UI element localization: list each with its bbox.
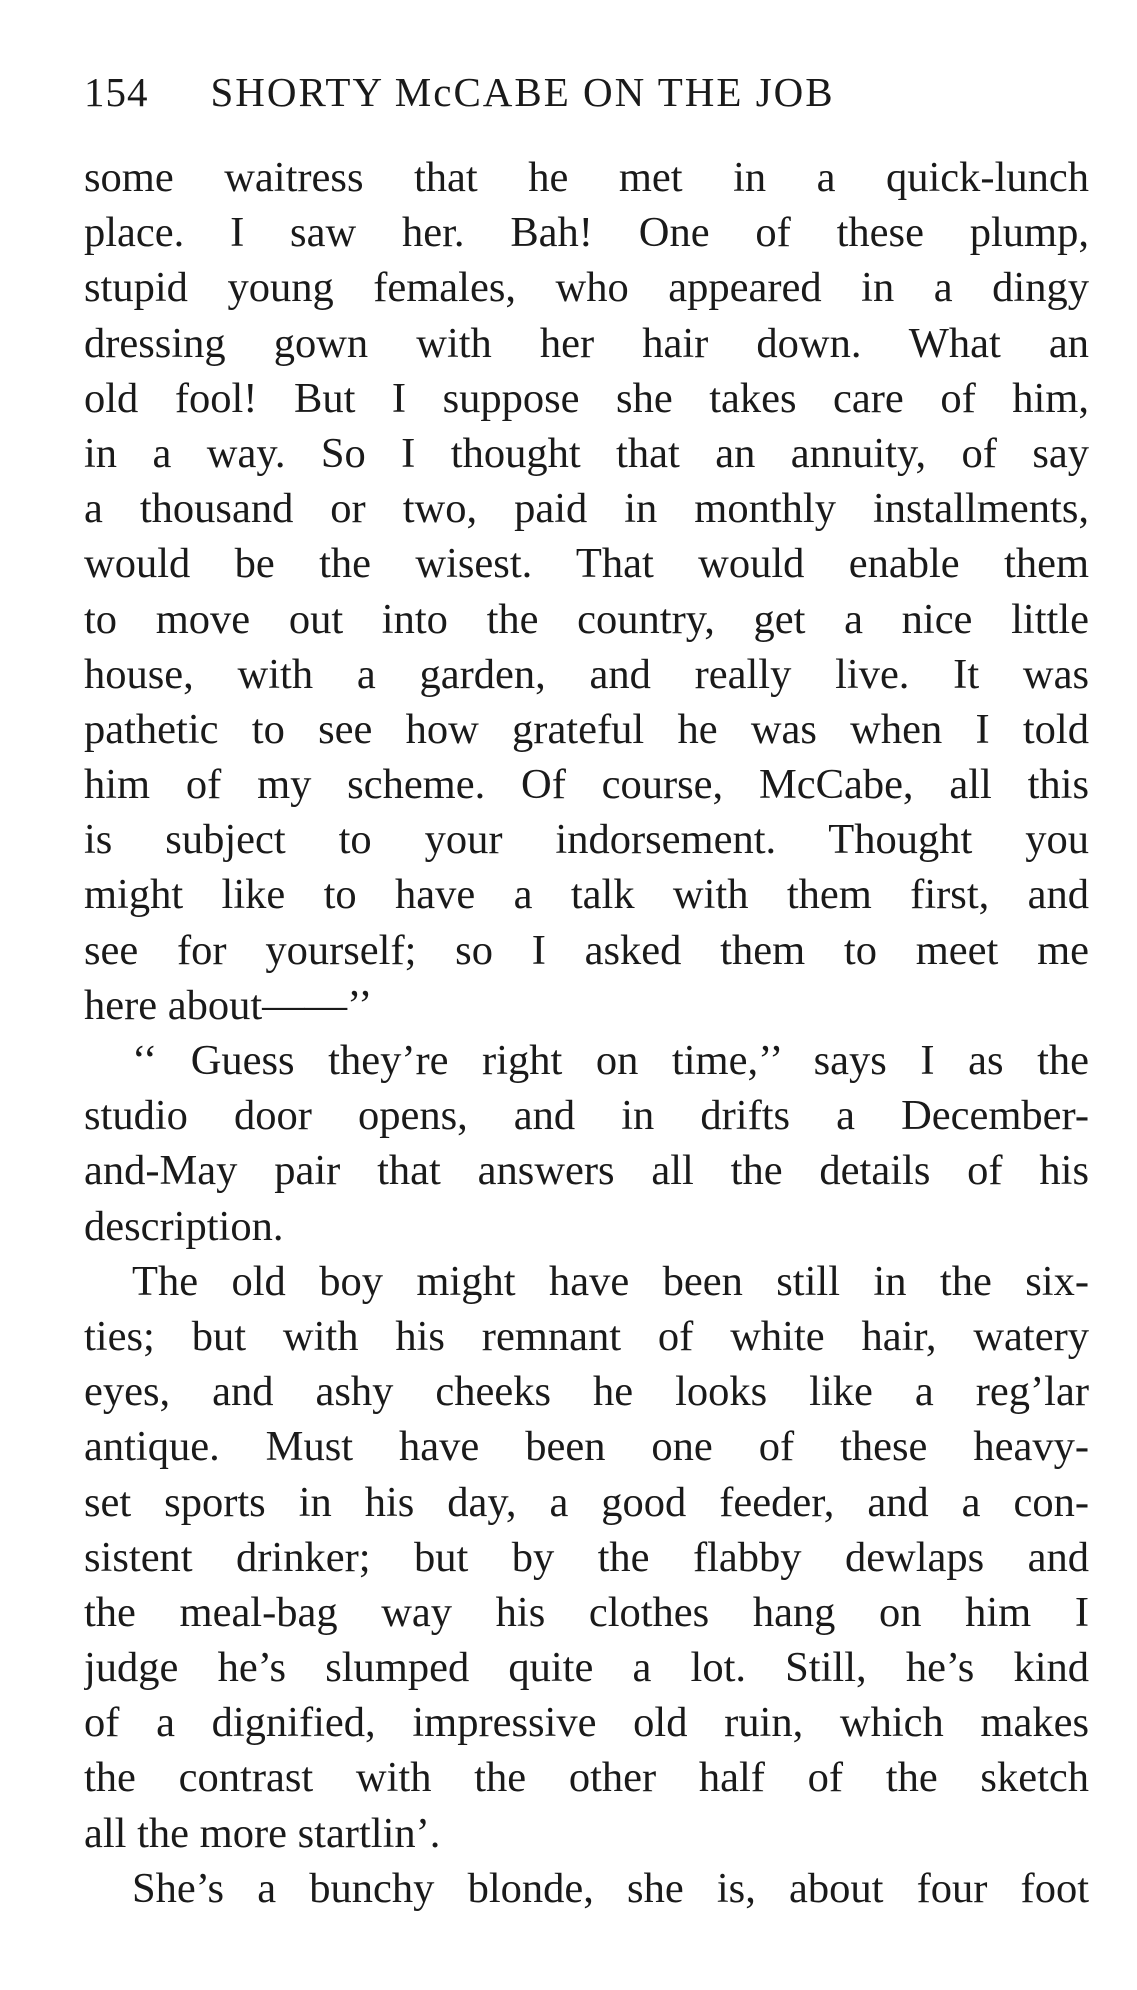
text-line: sistent drinker; but by the flabby dewlaps and	[84, 1533, 1089, 1581]
text-line: eyes, and ashy cheeks he looks like a reg’lar	[84, 1368, 1089, 1416]
text-line: dressing gown with her hair down. What an	[84, 319, 1089, 367]
text-line: place. I saw her. Bah! One of these plump,	[84, 209, 1089, 257]
paragraph-4	[84, 1861, 1089, 1916]
text-line: in a way. So I thought that an annuity, of say	[84, 429, 1089, 477]
paragraph-1	[84, 150, 1089, 1033]
body-text	[84, 150, 1089, 1916]
text-line: studio door opens, and in drifts a December-	[84, 1092, 1089, 1140]
text-line: would be the wisest. That would enable them	[84, 540, 1089, 588]
text-line: antique. Must have been one of these heavy-	[84, 1423, 1089, 1471]
text-line: and-May pair that answers all the details of his	[84, 1147, 1089, 1195]
text-line: description.	[84, 1202, 284, 1250]
running-head	[84, 68, 1089, 128]
text-line: She’s a bunchy blonde, she is, about four foot	[132, 1864, 1089, 1912]
text-line: ‘‘ Guess they’re right on time,’’ says I as the	[132, 1037, 1089, 1084]
text-line: some waitress that he met in a quick-lunch	[84, 154, 1089, 201]
text-line: old fool! But I suppose she takes care of him,	[84, 374, 1089, 422]
paragraph-2	[84, 1033, 1089, 1254]
text-line: house, with a garden, and really live. It was	[84, 650, 1089, 698]
text-line: see for yourself; so I asked them to meet me	[84, 926, 1089, 974]
text-line: the meal-bag way his clothes hang on him I	[84, 1588, 1089, 1636]
text-line: a thousand or two, paid in monthly installments,	[84, 485, 1089, 533]
book-page	[84, 68, 1089, 1916]
text-line: pathetic to see how grateful he was when I told	[84, 705, 1089, 753]
text-line: might like to have a talk with them first, and	[84, 871, 1089, 919]
text-line: is subject to your indorsement. Thought you	[84, 816, 1089, 864]
text-line: all the more startlin’.	[84, 1809, 441, 1857]
text-line: judge he’s slumped quite a lot. Still, he’s kind	[84, 1644, 1089, 1692]
running-title: SHORTY McCABE ON THE JOB	[210, 69, 835, 115]
text-line: the contrast with the other half of the sketch	[84, 1754, 1089, 1802]
text-line: him of my scheme. Of course, McCabe, all this	[84, 761, 1089, 809]
text-line: stupid young females, who appeared in a dingy	[84, 264, 1089, 312]
text-line: of a dignified, impressive old ruin, which makes	[84, 1699, 1089, 1747]
text-line: to move out into the country, get a nice little	[84, 595, 1089, 643]
text-line: set sports in his day, a good feeder, and a con-	[84, 1478, 1089, 1526]
text-line: ties; but with his remnant of white hair, watery	[84, 1312, 1089, 1360]
page-number: 154	[84, 69, 149, 115]
paragraph-3	[84, 1254, 1089, 1861]
text-line: here about——’’	[84, 981, 373, 1029]
text-line: The old boy might have been still in the six-	[132, 1257, 1089, 1305]
